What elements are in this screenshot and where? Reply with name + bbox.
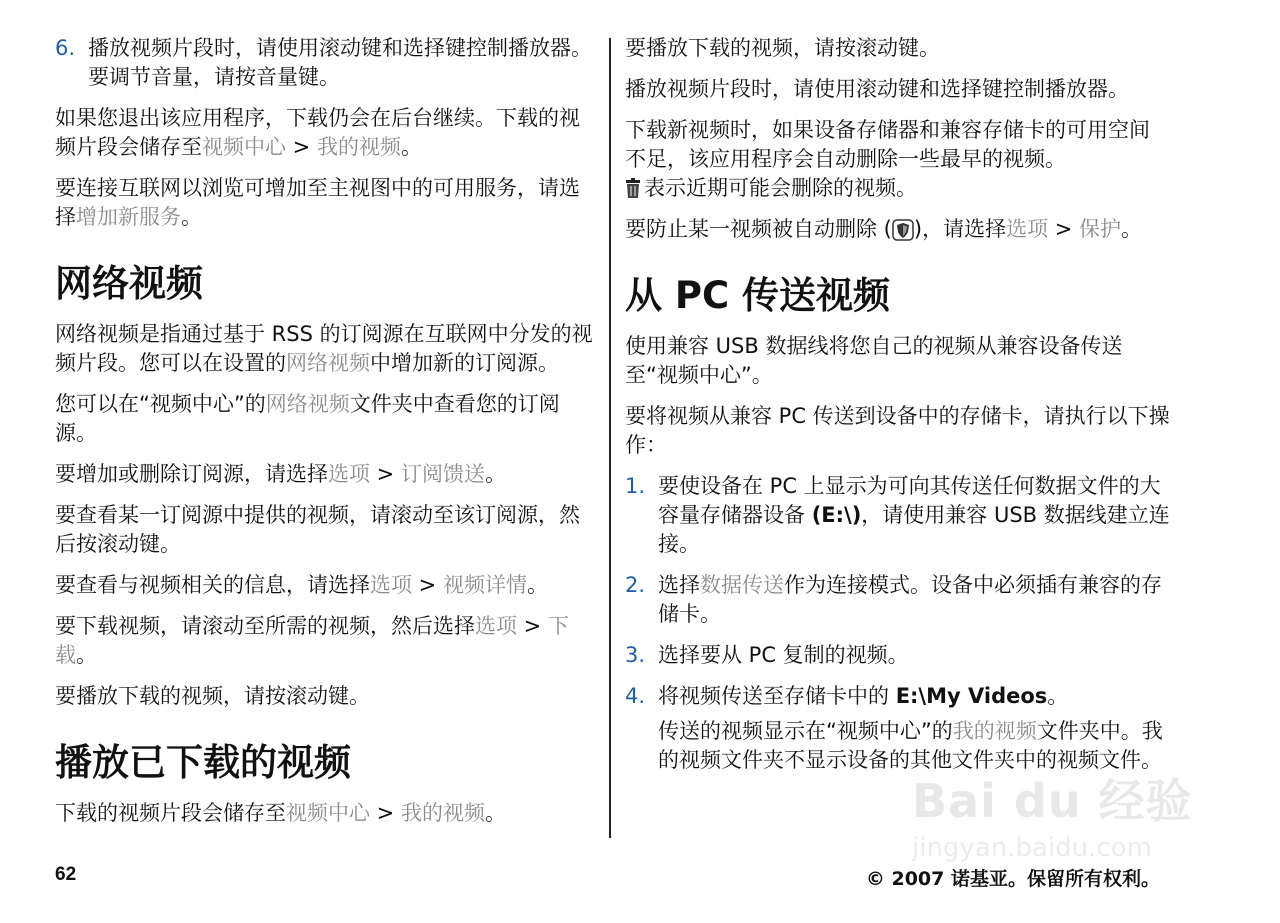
copyright: © 2007 诺基亚。保留所有权利。 <box>865 868 1160 890</box>
step-number: 3. <box>625 643 646 667</box>
watermark-url: jingyan.baidu.com <box>912 833 1152 863</box>
step-text: 播放视频片段时，请使用滚动键和选择键控制播放器。要调节音量，请按音量键。 <box>88 36 592 89</box>
menu-path-video-center: 视频中心 <box>202 135 286 159</box>
watermark-logo: Bai du 经验 <box>912 774 1193 828</box>
paragraph-video-info: 要查看与视频相关的信息，请选择选项 > 视频详情。 <box>55 573 548 597</box>
paragraph-web-video-2: 您可以在“视频中心”的网络视频文件夹中查看您的订阅源。 <box>55 392 560 445</box>
trash-icon <box>625 177 641 199</box>
heading-web-video: 网络视频 <box>55 262 203 305</box>
paragraph-auto-delete: 下载新视频时，如果设备存储器和兼容存储卡的可用空间不足，该应用程序会自动删除一些最早的视频。 表示近期可能会删除的视频。 <box>625 118 1150 200</box>
step-number: 1. <box>625 474 646 498</box>
menu-path-my-videos: 我的视频 <box>316 135 401 159</box>
step-4-note: 传送的视频显示在“视频中心”的我的视频文件夹中。我的视频文件夹不显示设备的其他文件夹中的视频文件。 <box>658 719 1163 772</box>
column-divider <box>609 38 611 838</box>
step-2: 2. 选择数据传送作为连接模式。设备中必须插有兼容的存储卡。 <box>625 573 1162 626</box>
paragraph-connect: 要连接互联网以浏览可增加至主视图中的可用服务，请选择增加新服务。 <box>55 176 580 229</box>
paragraph-play-right: 要播放下载的视频，请按滚动键。 <box>625 36 940 60</box>
heading-play-downloaded: 播放已下载的视频 <box>55 741 351 784</box>
paragraph-web-video-1: 网络视频是指通过基于 RSS 的订阅源在互联网中分发的视频片段。您可以在设置的网络视频中增加新的订阅源。 <box>55 322 593 375</box>
step-number: 2. <box>625 573 646 597</box>
menu-path-add-service: 增加新服务 <box>76 205 181 229</box>
paragraph-download: 要下载视频，请滚动至所需的视频，然后选择选项 > 下载。 <box>55 614 569 667</box>
step-6 <box>55 34 600 92</box>
step-number: 6. <box>55 36 76 60</box>
baidu-watermark <box>912 765 1212 870</box>
right-column <box>625 34 1170 775</box>
paragraph-play: 要播放下载的视频，请按滚动键。 <box>55 684 370 708</box>
paragraph-exit: 如果您退出该应用程序，下载仍会在后台继续。下载的视频片段会储存至视频中心 > 我的视频。 <box>55 106 580 159</box>
paragraph-add-feed: 要增加或删除订阅源，请选择选项 > 订阅馈送。 <box>55 462 506 486</box>
left-column <box>55 34 600 840</box>
paragraph-steps-intro: 要将视频从兼容 PC 传送到设备中的存储卡，请执行以下操作： <box>625 404 1170 457</box>
paragraph-view-feed: 要查看某一订阅源中提供的视频，请滚动至该订阅源，然后按滚动键。 <box>55 503 580 556</box>
paragraph-clip-control: 播放视频片段时，请使用滚动键和选择键控制播放器。 <box>625 77 1129 101</box>
step-number: 4. <box>625 684 646 708</box>
step-1: 1. 要使设备在 PC 上显示为可向其传送任何数据文件的大容量存储器设备 (E:\)，请使用兼容 USB 数据线建立连接。 <box>625 474 1170 556</box>
step-4: 4. 将视频传送至存储卡中的 E:\My Videos。 <box>625 682 1170 711</box>
paragraph-protect: 要防止某一视频被自动删除 ( )，请选择选项 > 保护。 <box>625 217 1143 241</box>
paragraph-saved: 下载的视频片段会储存至视频中心 > 我的视频。 <box>55 801 506 825</box>
heading-transfer-from-pc: 从 PC 传送视频 <box>625 274 891 317</box>
step-3: 3. 选择要从 PC 复制的视频。 <box>625 641 1170 670</box>
page-number: 62 <box>55 864 77 885</box>
paragraph-usb: 使用兼容 USB 数据线将您自己的视频从兼容设备传送至“视频中心”。 <box>625 334 1123 387</box>
protect-icon <box>892 219 914 241</box>
